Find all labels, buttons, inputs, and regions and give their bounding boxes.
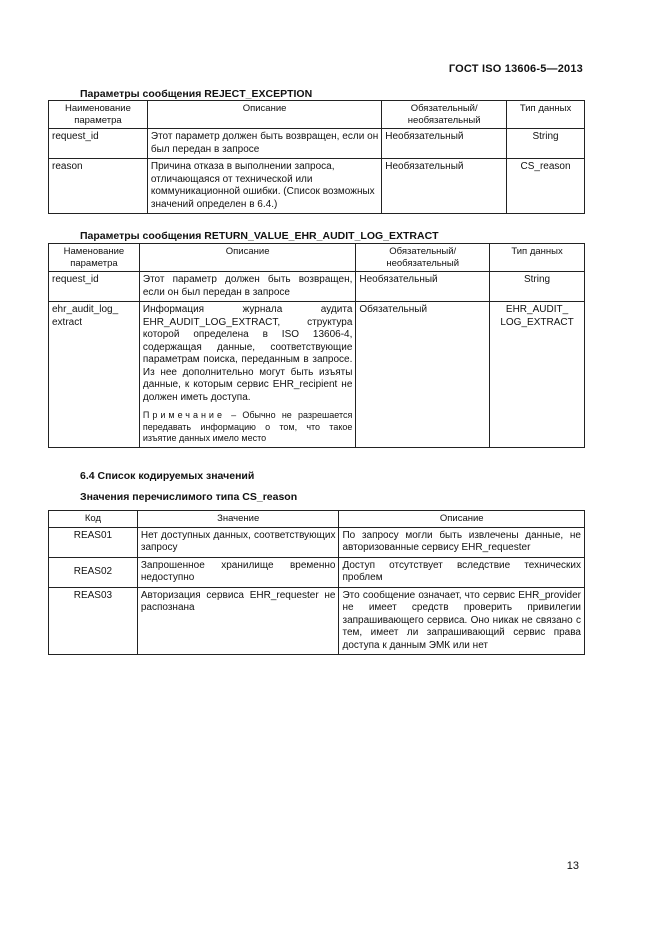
- reason-value: Нет доступных данных, соответствующих запросу: [137, 527, 339, 557]
- column-header: Описание: [147, 101, 381, 129]
- param-type: String: [490, 272, 585, 302]
- param-name: request_id: [49, 272, 140, 302]
- reason-code: REAS03: [49, 587, 138, 655]
- table-row: [49, 527, 585, 557]
- column-header: Код: [49, 511, 138, 528]
- table-row: [49, 302, 585, 448]
- table-header-row: [49, 101, 585, 129]
- reason-description: По запросу могли быть извлечены данные, не авторизованные сервису EHR_requester: [339, 527, 585, 557]
- column-header: Тип данных: [490, 244, 585, 272]
- section-subheading: Значения перечислимого типа CS_reason: [80, 491, 298, 503]
- param-description: Информация журнала аудита EHR_AUDIT_LOG_EXTRACT, структура которой определена в ISO 13606-4, содержащая данные, соответствующие параметрам поиска, переданным в запросе. Из нее дополнительно могут быть изъяты данные, к которым сервис EHR_recipient не должен иметь доступа.: [142, 304, 353, 403]
- reason-description: Доступ отсутствует вследствие технических проблем: [339, 557, 585, 587]
- param-required: Необязательный: [382, 129, 507, 159]
- column-header: Описание: [139, 244, 356, 272]
- reject-exception-table: [48, 100, 585, 214]
- param-type: String: [507, 129, 585, 159]
- cs-reason-table: [48, 510, 585, 655]
- param-name: request_id: [49, 129, 148, 159]
- column-header: Тип данных: [507, 101, 585, 129]
- column-header: Описание: [339, 511, 585, 528]
- reason-code: REAS02: [49, 557, 138, 587]
- param-description: Этот параметр должен быть возвращен, если он был передан в запросе: [139, 272, 356, 302]
- note-label: Примечание: [142, 410, 225, 420]
- param-required: Обязательный: [356, 302, 490, 448]
- param-description: Причина отказа в выполнении запроса, отличающаяся от технической или коммуникационной ошибки. (Список возможных значений определен в 6.4.): [147, 159, 381, 214]
- return-value-audit-table: [48, 243, 585, 448]
- param-description-cell: [139, 302, 356, 448]
- table2-caption: Параметры сообщения RETURN_VALUE_EHR_AUDIT_LOG_EXTRACT: [80, 230, 439, 242]
- param-name: ehr_audit_log_ extract: [49, 302, 140, 448]
- param-description: Этот параметр должен быть возвращен, если он был передан в запросе: [147, 129, 381, 159]
- table-header-row: [49, 511, 585, 528]
- column-header: Обязательный/ необязательный: [382, 101, 507, 129]
- table-row: [49, 587, 585, 655]
- section-heading: 6.4 Список кодируемых значений: [80, 470, 255, 482]
- param-name: reason: [49, 159, 148, 214]
- table-note: [143, 410, 353, 445]
- table-row: [49, 557, 585, 587]
- reason-value: Запрошенное хранилище временно недоступно: [137, 557, 339, 587]
- param-required: Необязательный: [356, 272, 490, 302]
- table-header-row: [49, 244, 585, 272]
- page-number: 13: [566, 860, 579, 872]
- reason-value: Авторизация сервиса EHR_requester не распознана: [137, 587, 339, 655]
- column-header: Значение: [137, 511, 339, 528]
- column-header: Обязательный/ необязательный: [356, 244, 490, 272]
- param-type: CS_reason: [507, 159, 585, 214]
- column-header: Наименование параметра: [49, 101, 148, 129]
- table1-caption: Параметры сообщения REJECT_EXCEPTION: [80, 88, 313, 100]
- reason-code: REAS01: [49, 527, 138, 557]
- document-standard-header: ГОСТ ISO 13606-5—2013: [448, 63, 583, 75]
- table-row: [49, 129, 585, 159]
- param-required: Необязательный: [382, 159, 507, 214]
- reason-description: Это сообщение означает, что сервис EHR_provider не имеет средств проверить привилегии запрашивающего сервиса. Оно никак не связано с тем, имеет ли запрашивающий сервис права доступа к данным ЭМК или нет: [339, 587, 585, 655]
- column-header: Наменование параметра: [49, 244, 140, 272]
- table-row: [49, 272, 585, 302]
- table-row: [49, 159, 585, 214]
- param-type: EHR_AUDIT_ LOG_EXTRACT: [490, 302, 585, 448]
- note-text: – Обычно не разрешается передавать информацию о том, что такое изъятие данных имело место: [142, 410, 353, 443]
